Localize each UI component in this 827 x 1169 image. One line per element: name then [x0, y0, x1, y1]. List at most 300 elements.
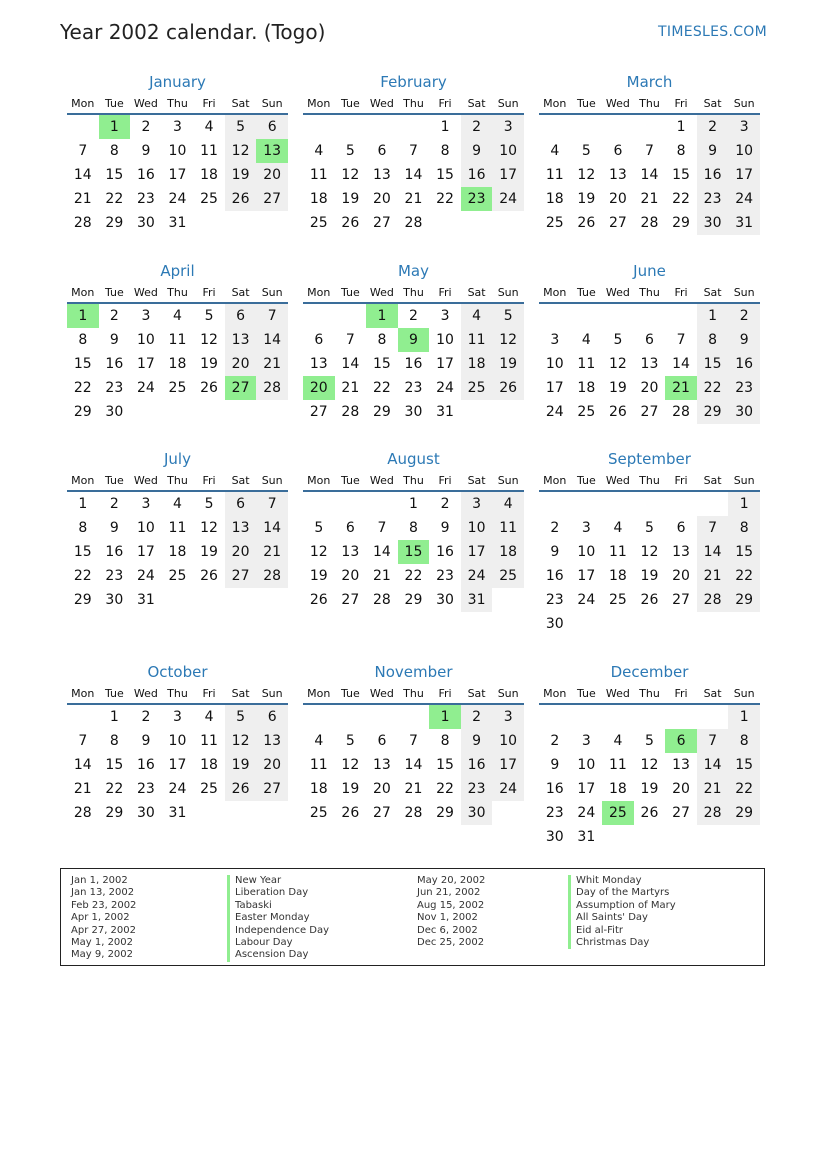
day-cell: 29: [728, 801, 760, 825]
holiday-day-cell: 1: [429, 705, 461, 729]
weekday-label: Sun: [261, 474, 283, 487]
day-cell: 6: [613, 143, 623, 159]
week-row: [303, 492, 524, 516]
day-cell: 2: [141, 119, 151, 135]
day-cell: 21: [256, 352, 288, 376]
day-cell: 16: [136, 757, 155, 773]
day-cell: 6: [676, 520, 686, 536]
day-cell: 15: [728, 753, 760, 777]
day-cell: 17: [461, 540, 493, 564]
day-cell: 12: [640, 757, 659, 773]
weekday-label: Thu: [167, 474, 188, 487]
week-row: [67, 540, 288, 564]
empty-day-cell: [665, 304, 697, 328]
week-row: [67, 352, 288, 376]
day-cell: 13: [309, 356, 328, 372]
legend-holiday-name: Liberation Day: [227, 887, 329, 899]
day-cell: 21: [372, 568, 391, 584]
day-cell: 3: [440, 308, 450, 324]
weekday-label: Mon: [71, 286, 95, 299]
legend-date: Jan 1, 2002: [71, 875, 128, 886]
day-cell: 8: [440, 143, 450, 159]
day-cell: 28: [404, 805, 423, 821]
day-cell: 26: [640, 805, 659, 821]
day-cell: 21: [341, 380, 360, 396]
day-cell: 28: [640, 215, 659, 231]
weekday-label: Thu: [403, 687, 424, 700]
day-cell: 31: [436, 404, 454, 420]
day-cell: 4: [613, 733, 623, 749]
day-cell: 7: [345, 332, 355, 348]
week-row: [67, 163, 288, 187]
day-cell: 22: [436, 781, 454, 797]
weekday-label: Fri: [674, 286, 688, 299]
weekday-label: Sun: [261, 286, 283, 299]
day-cell: 25: [200, 191, 218, 207]
day-cell: 18: [492, 540, 524, 564]
day-cell: 23: [545, 805, 564, 821]
week-row: [67, 211, 288, 235]
week-row: [303, 588, 524, 612]
week-row: [303, 211, 524, 235]
day-cell: 16: [105, 544, 124, 560]
day-cell: 31: [136, 592, 155, 608]
day-cell: 12: [492, 328, 524, 352]
weekday-label: Tue: [340, 97, 360, 110]
day-cell: 20: [225, 352, 257, 376]
empty-day-cell: [256, 400, 288, 424]
month-september: [539, 450, 760, 636]
day-cell: 10: [461, 516, 493, 540]
day-cell: 13: [225, 328, 257, 352]
day-cell: 25: [309, 215, 328, 231]
weekday-label: Sat: [231, 474, 250, 487]
day-cell: 28: [697, 801, 729, 825]
day-cell: 11: [608, 544, 627, 560]
day-cell: 12: [640, 544, 659, 560]
day-cell: 23: [136, 781, 155, 797]
month-december: [539, 663, 760, 849]
weekday-label: Sun: [733, 474, 755, 487]
month-name: January: [149, 73, 206, 91]
day-cell: 11: [461, 328, 493, 352]
day-cell: 25: [545, 215, 564, 231]
week-row: [303, 564, 524, 588]
day-cell: 22: [73, 380, 92, 396]
day-cell: 2: [728, 304, 760, 328]
day-cell: 14: [256, 516, 288, 540]
day-cell: 22: [105, 191, 124, 207]
empty-day-cell: [461, 400, 493, 424]
weekday-header: [303, 97, 524, 115]
holiday-day-cell: 13: [256, 139, 288, 163]
empty-day-cell: [602, 115, 634, 139]
empty-day-cell: [571, 492, 603, 516]
legend-holiday-name: Easter Monday: [227, 912, 329, 924]
day-cell: 6: [225, 304, 257, 328]
day-cell: 30: [436, 592, 454, 608]
day-cell: 2: [461, 705, 493, 729]
day-cell: 20: [640, 380, 659, 396]
empty-day-cell: [665, 825, 697, 849]
day-cell: 3: [728, 115, 760, 139]
day-cell: 11: [492, 516, 524, 540]
weekday-label: Sun: [261, 97, 283, 110]
empty-day-cell: [571, 612, 603, 636]
month-october: [67, 663, 288, 825]
day-cell: 17: [492, 753, 524, 777]
day-cell: 18: [168, 356, 187, 372]
day-cell: 17: [168, 757, 187, 773]
day-cell: 9: [728, 328, 760, 352]
week-row: [539, 540, 760, 564]
empty-day-cell: [539, 304, 571, 328]
day-cell: 17: [577, 568, 596, 584]
day-cell: 28: [372, 592, 391, 608]
weekday-label: Sat: [703, 474, 722, 487]
empty-day-cell: [539, 115, 571, 139]
legend-holiday-name: New Year: [227, 875, 329, 887]
empty-day-cell: [130, 400, 162, 424]
empty-day-cell: [492, 801, 524, 825]
week-row: [303, 801, 524, 825]
day-cell: 27: [640, 404, 659, 420]
empty-day-cell: [162, 588, 194, 612]
day-cell: 20: [341, 568, 360, 584]
day-cell: 9: [440, 520, 450, 536]
empty-day-cell: [602, 612, 634, 636]
day-cell: 3: [461, 492, 493, 516]
empty-day-cell: [665, 705, 697, 729]
week-row: [303, 729, 524, 753]
holiday-day-cell: 1: [366, 304, 398, 328]
day-cell: 13: [672, 544, 690, 560]
day-cell: 3: [173, 709, 182, 725]
day-cell: 30: [461, 801, 493, 825]
day-cell: 24: [577, 592, 596, 608]
day-cell: 26: [492, 376, 524, 400]
day-cell: 19: [608, 380, 627, 396]
day-cell: 7: [78, 733, 88, 749]
month-march: [539, 73, 760, 235]
day-cell: 19: [492, 352, 524, 376]
legend-dates-col-1: [71, 875, 136, 962]
empty-day-cell: [335, 304, 367, 328]
day-cell: 27: [225, 564, 257, 588]
day-cell: 19: [577, 191, 596, 207]
week-row: [539, 376, 760, 400]
weekday-label: Mon: [543, 286, 567, 299]
weekday-label: Sat: [231, 286, 250, 299]
legend-holiday-name: Ascension Day: [227, 949, 329, 961]
weekday-label: Thu: [403, 286, 424, 299]
day-cell: 13: [608, 167, 627, 183]
day-cell: 27: [672, 805, 690, 821]
day-cell: 30: [728, 400, 760, 424]
weekday-label: Mon: [543, 474, 567, 487]
legend-date: May 9, 2002: [71, 949, 134, 961]
week-row: [539, 492, 760, 516]
day-cell: 17: [136, 544, 155, 560]
day-cell: 2: [550, 520, 560, 536]
day-cell: 2: [109, 308, 119, 324]
day-cell: 17: [436, 356, 454, 372]
holiday-day-cell: 20: [303, 376, 335, 400]
day-cell: 8: [697, 328, 729, 352]
brand-link[interactable]: TIMESLES.COM: [658, 24, 767, 40]
day-cell: 1: [676, 119, 686, 135]
empty-day-cell: [634, 612, 666, 636]
day-cell: 26: [341, 215, 360, 231]
weekday-label: Thu: [167, 97, 188, 110]
week-row: [67, 753, 288, 777]
empty-day-cell: [634, 492, 666, 516]
day-cell: 30: [545, 829, 564, 845]
day-cell: 27: [672, 592, 690, 608]
week-row: [303, 163, 524, 187]
week-row: [539, 777, 760, 801]
day-cell: 1: [697, 304, 729, 328]
week-row: [67, 304, 288, 328]
day-cell: 13: [372, 167, 391, 183]
weekday-label: Mon: [307, 286, 331, 299]
weekday-label: Fri: [202, 286, 216, 299]
day-cell: 8: [409, 520, 418, 536]
day-cell: 21: [697, 777, 729, 801]
day-cell: 9: [109, 520, 119, 536]
day-cell: 17: [136, 356, 155, 372]
day-cell: 18: [577, 380, 596, 396]
week-row: [67, 729, 288, 753]
week-row: [539, 139, 760, 163]
week-row: [539, 564, 760, 588]
weekday-label: Sat: [703, 286, 722, 299]
day-cell: 22: [73, 568, 92, 584]
day-cell: 4: [204, 119, 214, 135]
day-cell: 22: [105, 781, 124, 797]
day-cell: 19: [225, 163, 257, 187]
day-cell: 7: [256, 304, 288, 328]
empty-day-cell: [602, 492, 634, 516]
day-cell: 10: [577, 757, 596, 773]
weekday-label: Wed: [605, 286, 630, 299]
day-cell: 20: [256, 753, 288, 777]
weekday-label: Wed: [605, 97, 630, 110]
weekday-label: Mon: [307, 97, 331, 110]
day-cell: 2: [550, 733, 560, 749]
week-row: [539, 304, 760, 328]
day-cell: 8: [78, 520, 88, 536]
day-cell: 2: [461, 115, 493, 139]
day-cell: 10: [577, 544, 596, 560]
day-cell: 26: [640, 592, 659, 608]
day-cell: 21: [697, 564, 729, 588]
week-row: [303, 352, 524, 376]
day-cell: 14: [640, 167, 659, 183]
weekday-label: Tue: [340, 286, 360, 299]
legend-names-col-2: [568, 875, 676, 949]
legend-names-col-1: [227, 875, 329, 962]
day-cell: 16: [697, 163, 729, 187]
day-cell: 30: [545, 616, 564, 632]
empty-day-cell: [366, 705, 398, 729]
holiday-day-cell: 6: [665, 729, 697, 753]
empty-day-cell: [256, 801, 288, 825]
day-cell: 2: [440, 496, 450, 512]
day-cell: 27: [608, 215, 627, 231]
day-cell: 3: [492, 705, 524, 729]
empty-day-cell: [225, 211, 257, 235]
day-cell: 8: [109, 733, 119, 749]
week-row: [539, 163, 760, 187]
day-cell: 18: [608, 568, 627, 584]
day-cell: 26: [200, 568, 218, 584]
weekday-label: Wed: [605, 687, 630, 700]
day-cell: 26: [225, 187, 257, 211]
day-cell: 30: [404, 404, 423, 420]
empty-day-cell: [634, 115, 666, 139]
empty-day-cell: [256, 211, 288, 235]
week-row: [67, 328, 288, 352]
day-cell: 12: [225, 729, 257, 753]
day-cell: 5: [314, 520, 324, 536]
day-cell: 3: [173, 119, 182, 135]
week-row: [67, 115, 288, 139]
week-row: [539, 211, 760, 235]
weekday-label: Wed: [369, 286, 394, 299]
month-name: August: [387, 450, 440, 468]
empty-day-cell: [634, 304, 666, 328]
day-cell: 14: [256, 328, 288, 352]
weekday-label: Tue: [576, 97, 596, 110]
day-cell: 3: [141, 496, 151, 512]
day-cell: 19: [225, 753, 257, 777]
empty-day-cell: [67, 115, 99, 139]
day-cell: 25: [309, 805, 328, 821]
day-cell: 25: [608, 592, 627, 608]
day-cell: 5: [581, 143, 591, 159]
weekday-label: Sat: [467, 97, 486, 110]
day-cell: 5: [204, 308, 214, 324]
legend-date: Apr 1, 2002: [71, 912, 130, 924]
day-cell: 28: [256, 564, 288, 588]
weekday-label: Fri: [438, 97, 452, 110]
day-cell: 9: [109, 332, 119, 348]
day-cell: 24: [461, 564, 493, 588]
day-cell: 14: [404, 757, 423, 773]
day-cell: 5: [645, 733, 654, 749]
day-cell: 14: [372, 544, 391, 560]
day-cell: 28: [404, 215, 423, 231]
week-row: [539, 801, 760, 825]
day-cell: 21: [640, 191, 659, 207]
day-cell: 29: [105, 805, 124, 821]
month-may: [303, 262, 524, 424]
day-cell: 5: [225, 705, 257, 729]
day-cell: 20: [372, 781, 391, 797]
weekday-label: Tue: [340, 687, 360, 700]
weekday-label: Tue: [104, 687, 124, 700]
week-row: [67, 139, 288, 163]
empty-day-cell: [303, 304, 335, 328]
weekday-label: Tue: [340, 474, 360, 487]
day-cell: 11: [545, 167, 564, 183]
day-cell: 6: [645, 332, 654, 348]
day-cell: 30: [136, 805, 155, 821]
day-cell: 2: [109, 496, 119, 512]
day-cell: 14: [73, 167, 92, 183]
day-cell: 14: [73, 757, 92, 773]
day-cell: 15: [728, 540, 760, 564]
week-row: [539, 187, 760, 211]
day-cell: 23: [436, 568, 454, 584]
day-cell: 19: [341, 191, 360, 207]
day-cell: 18: [200, 167, 218, 183]
day-cell: 1: [728, 492, 760, 516]
weekday-label: Fri: [202, 687, 216, 700]
day-cell: 30: [136, 215, 155, 231]
weekday-header: [539, 474, 760, 492]
day-cell: 4: [550, 143, 560, 159]
empty-day-cell: [697, 825, 729, 849]
weekday-label: Sat: [703, 687, 722, 700]
day-cell: 11: [309, 757, 328, 773]
day-cell: 14: [697, 540, 729, 564]
day-cell: 29: [672, 215, 690, 231]
empty-day-cell: [225, 588, 257, 612]
month-name: July: [164, 450, 191, 468]
legend-date: Apr 27, 2002: [71, 924, 137, 936]
day-cell: 13: [225, 516, 257, 540]
empty-day-cell: [492, 400, 524, 424]
week-row: [539, 825, 760, 849]
empty-day-cell: [571, 115, 603, 139]
day-cell: 13: [640, 356, 659, 372]
day-cell: 23: [404, 380, 423, 396]
day-cell: 31: [728, 211, 760, 235]
day-cell: 23: [697, 187, 729, 211]
week-row: [539, 115, 760, 139]
month-name: April: [160, 262, 195, 280]
empty-day-cell: [162, 400, 194, 424]
weekday-label: Sat: [231, 97, 250, 110]
weekday-label: Tue: [104, 474, 124, 487]
weekday-label: Fri: [438, 474, 452, 487]
day-cell: 29: [105, 215, 124, 231]
month-july: [67, 450, 288, 612]
weekday-label: Mon: [71, 97, 95, 110]
empty-day-cell: [335, 115, 367, 139]
legend-holiday-name: Christmas Day: [568, 937, 676, 949]
day-cell: 17: [168, 167, 187, 183]
week-row: [303, 304, 524, 328]
weekday-label: Wed: [605, 474, 630, 487]
month-name: March: [626, 73, 673, 91]
legend-date: Aug 15, 2002: [417, 899, 485, 911]
empty-day-cell: [602, 705, 634, 729]
day-cell: 29: [436, 805, 454, 821]
day-cell: 11: [309, 167, 328, 183]
weekday-label: Tue: [104, 97, 124, 110]
day-cell: 7: [377, 520, 387, 536]
day-cell: 26: [608, 404, 627, 420]
empty-day-cell: [697, 492, 729, 516]
empty-day-cell: [571, 304, 603, 328]
weekday-label: Tue: [576, 286, 596, 299]
day-cell: 17: [492, 163, 524, 187]
weekday-label: Sat: [467, 687, 486, 700]
day-cell: 5: [645, 520, 654, 536]
